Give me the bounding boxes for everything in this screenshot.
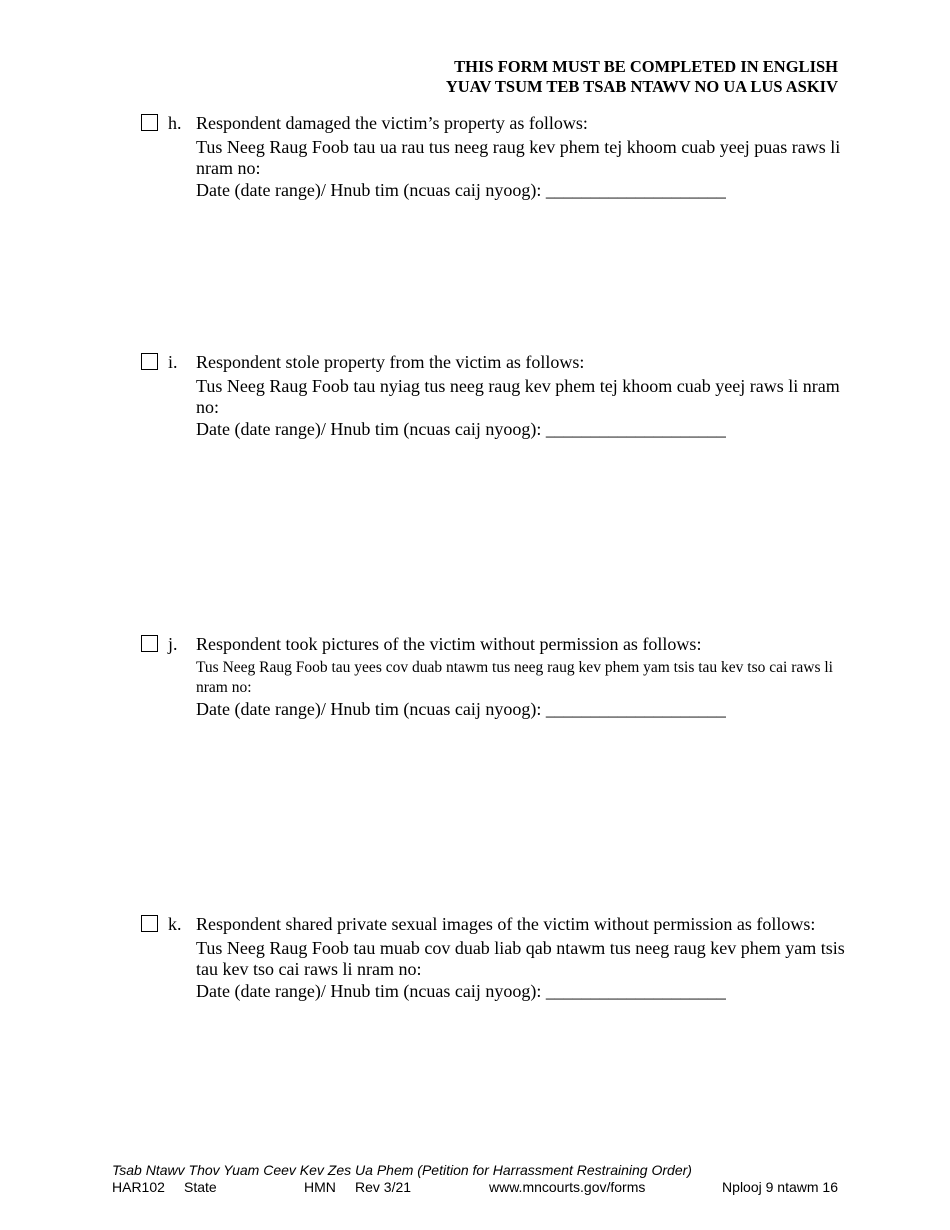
footer-website: www.mncourts.gov/forms <box>489 1179 646 1195</box>
page-footer <box>112 1162 838 1196</box>
date-label: Date (date range)/ Hnub tim (ncuas caij nyoog): <box>196 419 542 439</box>
item-english-text: Respondent damaged the victim’s property as follows: <box>196 113 588 133</box>
item-letter: k. <box>168 914 182 934</box>
item-letter: i. <box>168 352 178 372</box>
footer-page-number: Nplooj 9 ntawm 16 <box>722 1179 838 1195</box>
date-label: Date (date range)/ Hnub tim (ncuas caij nyoog): <box>196 981 542 1001</box>
footer-jurisdiction: State <box>184 1179 217 1195</box>
item-english-text: Respondent took pictures of the victim without permission as follows: <box>196 634 702 654</box>
date-label: Date (date range)/ Hnub tim (ncuas caij nyoog): <box>196 699 542 719</box>
date-label: Date (date range)/ Hnub tim (ncuas caij nyoog): <box>196 180 542 200</box>
item-english-text: Respondent stole property from the victim as follows: <box>196 352 585 372</box>
form-header <box>446 57 838 97</box>
item-h-checkbox[interactable] <box>141 114 158 131</box>
item-date-line <box>196 179 856 201</box>
item-date-line <box>196 980 856 1002</box>
date-field[interactable]: ____________________ <box>545 180 726 200</box>
item-date-line <box>196 698 856 720</box>
item-letter: h. <box>168 113 182 133</box>
header-hmong-notice: YUAV TSUM TEB TSAB NTAWV NO UA LUS ASKIV <box>445 77 838 96</box>
footer-language: HMN <box>304 1179 336 1195</box>
date-field[interactable]: ____________________ <box>545 419 726 439</box>
item-j-checkbox[interactable] <box>141 635 158 652</box>
item-english-text: Respondent shared private sexual images of the victim without permission as follows: <box>196 914 816 934</box>
footer-form-title: Tsab Ntawv Thov Yuam Ceev Kev Zes Ua Phem (Petition for Harrassment Restraining Order) <box>112 1162 692 1178</box>
item-hmong-text: Tus Neeg Raug Foob tau ua rau tus neeg raug kev phem tej khoom cuab yeej puas raws li nram no: <box>196 137 841 178</box>
item-i-checkbox[interactable] <box>141 353 158 370</box>
item-date-line <box>196 418 856 440</box>
item-k-checkbox[interactable] <box>141 915 158 932</box>
item-hmong-text: Tus Neeg Raug Foob tau nyiag tus neeg raug kev phem tej khoom cuab yeej raws li nram no: <box>196 376 840 417</box>
footer-meta-row <box>112 1179 838 1196</box>
footer-form-code: HAR102 <box>112 1179 165 1195</box>
item-letter: j. <box>168 634 178 654</box>
item-hmong-text: Tus Neeg Raug Foob tau muab cov duab liab qab ntawm tus neeg raug kev phem yam tsis tau kev tso cai raws li nram no: <box>196 938 845 979</box>
header-english-notice: THIS FORM MUST BE COMPLETED IN ENGLISH <box>454 57 838 76</box>
date-field[interactable]: ____________________ <box>545 981 726 1001</box>
footer-revision: Rev 3/21 <box>355 1179 412 1195</box>
date-field[interactable]: ____________________ <box>545 699 726 719</box>
item-hmong-text: Tus Neeg Raug Foob tau yees cov duab ntawm tus neeg raug kev phem yam tsis tau kev tso cai raws li nram no: <box>196 659 833 696</box>
